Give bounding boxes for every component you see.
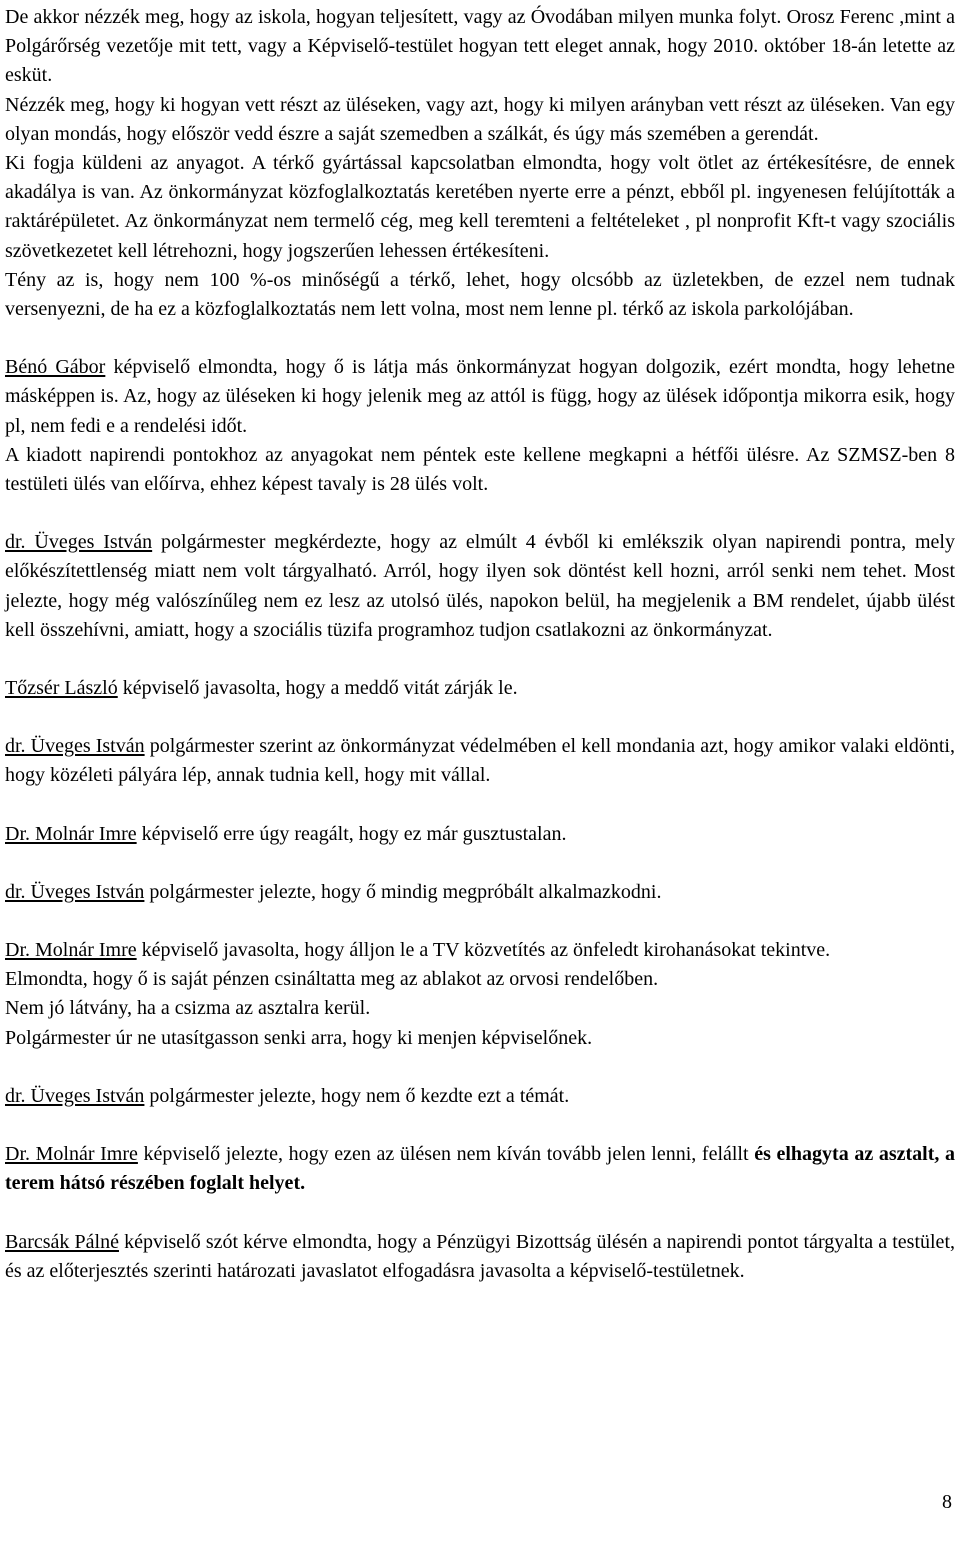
paragraph — [5, 820, 955, 849]
paragraph — [5, 994, 955, 1023]
paragraph — [5, 1228, 955, 1286]
paragraph-text: képviselő jelezte, hogy ezen az ülésen nem kíván tovább jelen lenni, felállt — [137, 1143, 755, 1166]
spacer — [5, 645, 955, 674]
paragraph-text: Nem jó látvány, ha a csizma az asztalra kerül. — [5, 997, 371, 1020]
spacer — [5, 324, 955, 353]
paragraph — [5, 149, 955, 266]
speaker-name: Dr. Molnár Imre — [5, 1143, 138, 1166]
paragraph-text: képviselő elmondta, hogy ő is látja más önkormányzat hogyan dolgozik, ezért mondta, hogy lehetne másképpen is. Az, hogy az üléseken ki hogy jelenik meg az attól is függ, hogy az ülések időpontja mikorra esik, hogy pl, nem fedi e a rendelési időt. — [5, 356, 955, 437]
paragraph — [5, 353, 955, 441]
spacer — [5, 1053, 955, 1082]
document-page — [5, 3, 955, 1286]
paragraph-text: A kiadott napirendi pontokhoz az anyagokat nem péntek este kellene megkapni a hétfői ülésre. Az SZMSZ-ben 8 testületi ülés van előírva, ehhez képest tavaly is 28 ülés volt. — [5, 443, 955, 496]
paragraph-text: képviselő erre úgy reagált, hogy ez már gusztustalan. — [136, 822, 567, 845]
paragraph-text: Ki fogja küldeni az anyagot. A térkő gyártással kapcsolatban elmondta, hogy volt ötlet az értékesítésre, de ennek akadálya is van. Az önkormányzat közfoglalkoztatás keretében nyerte erre a pénzt, ebből pl. ingyenesen felújították a raktárépületet. Az önkormányzat nem termelő cég, meg kell teremteni a feltételeket , pl nonprofit Kft-t vagy szociális szövetkezetet kell létrehozni, hogy jogszerűen lehessen értékesíteni. — [5, 152, 955, 262]
spacer — [5, 907, 955, 936]
speaker-name: dr. Üveges István — [5, 531, 153, 554]
page-number: 8 — [942, 1491, 952, 1513]
paragraph — [5, 3, 955, 91]
paragraph-text: képviselő javasolta, hogy a meddő vitát zárják le. — [117, 677, 518, 700]
paragraph — [5, 91, 955, 149]
paragraph — [5, 936, 955, 965]
spacer — [5, 791, 955, 820]
paragraph — [5, 674, 955, 703]
paragraph-text: De akkor nézzék meg, hogy az iskola, hogyan teljesített, vagy az Óvodában milyen munka folyt. Orosz Ferenc ,mint a Polgárőrség vezetője mit tett, vagy a Képviselő-testület hogyan tett eleget annak, hogy 2010. október 18-án letette az esküt. — [5, 6, 955, 87]
paragraph — [5, 1140, 955, 1198]
paragraph-text: polgármester megkérdezte, hogy az elmúlt 4 évből ki emlékszik olyan napirendi pontra, mely előkészítettlenség miatt nem volt tárgyalható. Arról, hogy ilyen sok döntést kell hozni, arról senki nem tehet. Most jelezte, hogy még valószínűleg nem ez lesz az utolsó ülés, napokon belül, ha megjelenik a BM rendelet, újabb ülést kell összehívni, amiatt, hogy a szociális tüzifa programhoz tudjon csatlakozni az önkormányzat. — [5, 531, 955, 641]
paragraph-text: Polgármester úr ne utasítgasson senki arra, hogy ki menjen képviselőnek. — [5, 1026, 593, 1049]
paragraph-text: Tény az is, hogy nem 100 %-os minőségű a térkő, lehet, hogy olcsóbb az üzletekben, de ezzel nem tudnak versenyezni, de ha ez a közfoglalkoztatás nem lett volna, most nem lenne pl. térkő az iskola parkolójában. — [5, 268, 955, 321]
speaker-name: Dr. Molnár Imre — [5, 822, 137, 845]
paragraph — [5, 528, 955, 645]
paragraph-text: képviselő szót kérve elmondta, hogy a Pénzügyi Bizottság ülésén a napirendi pontot tárgyalta a testület, és az előterjesztés szerinti határozati javaslatot elfogadásra javasolta a képviselő-testületnek. — [5, 1230, 955, 1282]
speaker-name: dr. Üveges István — [5, 735, 145, 758]
paragraph-text: polgármester jelezte, hogy nem ő kezdte ezt a témát. — [144, 1084, 570, 1107]
speaker-name: Bénó Gábor — [5, 356, 106, 379]
speaker-name: Dr. Molnár Imre — [5, 939, 137, 962]
spacer — [5, 499, 955, 528]
paragraph — [5, 732, 955, 790]
paragraph — [5, 965, 955, 994]
paragraph-text: képviselő javasolta, hogy álljon le a TV közvetítés az önfeledt kirohanásokat tekintve. — [136, 939, 831, 962]
paragraph — [5, 441, 955, 499]
speaker-name: Barcsák Pálné — [5, 1230, 119, 1253]
speaker-name: Tőzsér László — [5, 677, 118, 700]
paragraph-text: polgármester szerint az önkormányzat védelmében el kell mondania azt, hogy amikor valaki eldönti, hogy közéleti pályára lép, annak tudnia kell, hogy mit vállal. — [5, 735, 955, 787]
paragraph-text: polgármester jelezte, hogy ő mindig megpróbált alkalmazkodni. — [144, 880, 662, 903]
bold-text: és elhagyta az asztalt, a terem hátsó részében foglalt helyet. — [5, 1143, 955, 1195]
paragraph — [5, 266, 955, 324]
speaker-name: dr. Üveges István — [5, 1084, 145, 1107]
paragraph — [5, 1082, 955, 1111]
speaker-name: dr. Üveges István — [5, 880, 145, 903]
paragraph-text: Nézzék meg, hogy ki hogyan vett részt az üléseken, vagy azt, hogy ki milyen arányban vett részt az üléseken. Van egy olyan mondás, hogy először vedd észre a saját szemedben a szálkát, és úgy más szemében a gerendát. — [5, 93, 955, 145]
spacer — [5, 1199, 955, 1228]
spacer — [5, 703, 955, 732]
paragraph — [5, 878, 955, 907]
spacer — [5, 1111, 955, 1140]
paragraph-text: Elmondta, hogy ő is saját pénzen csináltatta meg az ablakot az orvosi rendelőben. — [5, 968, 659, 991]
paragraph — [5, 1024, 955, 1053]
spacer — [5, 849, 955, 878]
